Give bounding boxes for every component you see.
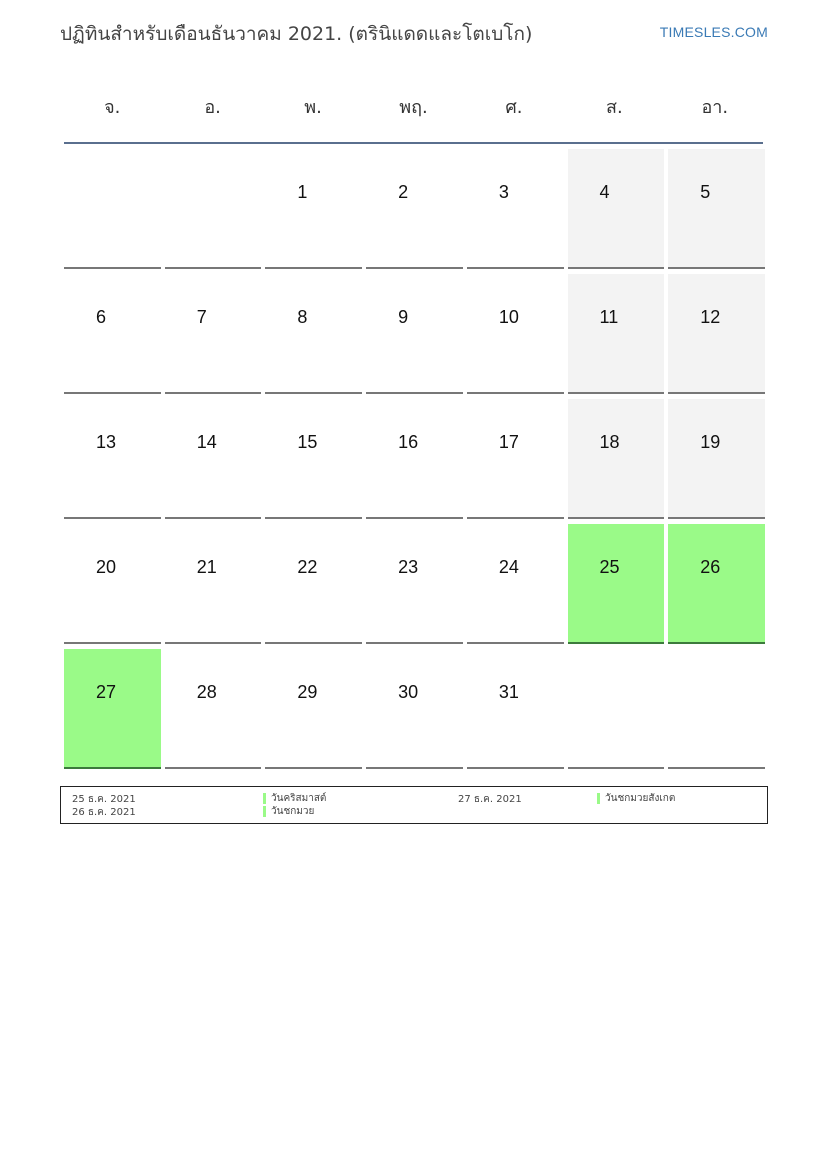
day-number: 1 [297,182,308,202]
day-number: 23 [398,557,419,577]
day-number: 8 [297,307,308,327]
empty-day-cell [668,649,765,769]
page-title: ปฏิทินสำหรับเดือนธันวาคม 2021. (ตรินิแดดและโตเบโก) [60,23,533,45]
day-cell[interactable] [668,399,765,519]
day-cell[interactable] [366,649,463,769]
day-number: 28 [196,682,217,702]
day-number: 10 [498,307,519,327]
day-number: 29 [297,682,318,702]
legend-date: 26 ธ.ค. 2021 [72,807,136,818]
day-number: 24 [498,557,519,577]
day-cell[interactable] [668,149,765,269]
day-cell[interactable] [165,649,262,769]
day-cell[interactable] [64,399,161,519]
weekday-header [64,84,763,144]
day-number: 22 [297,557,318,577]
day-cell[interactable] [64,649,161,769]
day-cell[interactable] [568,149,665,269]
day-number: 30 [398,682,419,702]
day-cell[interactable] [366,274,463,394]
day-cell[interactable] [165,524,262,644]
weekday-sat: ส. [605,97,623,118]
day-number: 4 [599,182,610,202]
legend-date: 27 ธ.ค. 2021 [458,794,522,805]
day-cell[interactable] [366,399,463,519]
day-number: 14 [196,432,217,452]
day-cell[interactable] [265,149,362,269]
day-cell[interactable] [668,524,765,644]
day-cell[interactable] [265,524,362,644]
weekday-tue: อ. [204,97,221,118]
day-number: 5 [700,182,711,202]
day-cell[interactable] [568,399,665,519]
empty-day-cell [64,149,161,269]
day-cell[interactable] [467,524,564,644]
weekday-thu: พฤ. [399,97,428,118]
day-number: 9 [398,307,409,327]
empty-day-cell [568,649,665,769]
day-cell[interactable] [467,149,564,269]
legend-holiday-name: วันคริสมาสต์ [263,793,326,804]
day-number: 19 [700,432,721,452]
day-cell[interactable] [366,149,463,269]
day-number: 6 [96,307,107,327]
day-number: 17 [498,432,519,452]
day-number: 31 [498,682,519,702]
day-cell[interactable] [467,274,564,394]
day-cell[interactable] [467,399,564,519]
day-number: 26 [700,557,721,577]
day-number: 21 [196,557,217,577]
day-cell[interactable] [64,274,161,394]
weekday-mon: จ. [104,97,121,118]
day-cell[interactable] [165,399,262,519]
legend-date: 25 ธ.ค. 2021 [72,794,136,805]
day-number: 3 [498,182,509,202]
legend-holiday-name: วันชกมวย [263,806,314,817]
day-cell[interactable] [467,649,564,769]
legend-holiday-name: วันชกมวยสังเกต [597,793,675,804]
day-number: 13 [96,432,117,452]
day-number: 20 [96,557,117,577]
day-cell[interactable] [668,274,765,394]
empty-day-cell [165,149,262,269]
day-cell[interactable] [366,524,463,644]
day-number: 27 [96,682,117,702]
day-number: 11 [599,307,619,327]
day-number: 16 [398,432,419,452]
day-cell[interactable] [568,524,665,644]
weekday-sun: อา. [701,97,729,118]
weekday-fri: ศ. [505,97,523,118]
day-cell[interactable] [64,524,161,644]
calendar-grid [64,149,763,769]
day-number: 15 [297,432,318,452]
day-cell[interactable] [265,274,362,394]
brand-link[interactable]: TIMESLES.COM [659,24,768,40]
day-number: 12 [700,307,721,327]
day-cell[interactable] [265,649,362,769]
day-cell[interactable] [165,274,262,394]
day-number: 25 [599,557,620,577]
day-number: 18 [599,432,620,452]
holiday-legend [60,786,768,824]
day-cell[interactable] [568,274,665,394]
day-number: 7 [196,307,207,327]
weekday-wed: พ. [304,97,322,118]
day-number: 2 [398,182,409,202]
day-cell[interactable] [265,399,362,519]
